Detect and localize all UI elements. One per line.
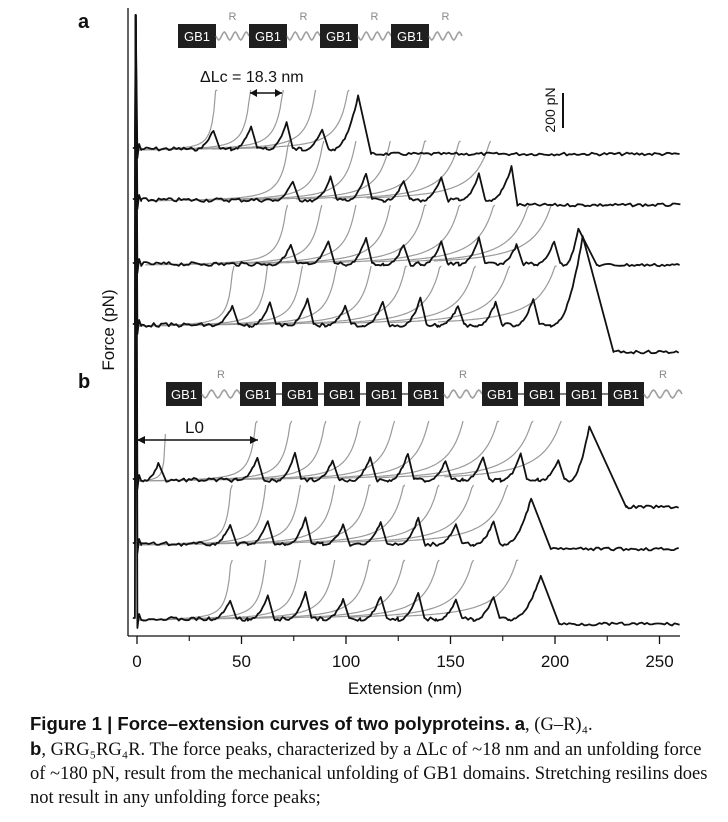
a-r-label-8: R: [441, 11, 450, 23]
force-trace-b1: [133, 15, 679, 508]
a-r-label-6: R: [370, 11, 379, 23]
wlc-fit-b1-11: [444, 421, 561, 477]
b-r-label-8: R: [459, 369, 467, 381]
wlc-fit-b3-5: [235, 560, 371, 619]
b-gb1-label-6: GB1: [370, 387, 398, 402]
a-resilin-2: [216, 32, 249, 40]
wlc-fit-a4-10: [438, 266, 557, 322]
a-gb1-label-7: GB1: [396, 29, 424, 44]
a-resilin-8: [429, 32, 462, 40]
x-tick-label-150: 150: [436, 652, 465, 671]
axes: [99, 8, 680, 698]
wlc-fit-b3-1: [137, 560, 232, 620]
wlc-fit-b3-9: [396, 560, 518, 617]
x-tick-label-0: 0: [132, 652, 142, 671]
wlc-fit-b2-9: [386, 485, 508, 542]
caption-b-text: , GRG₅RG₄R. The force peaks, characterized by a ΔLc of ~18 nm and an unfolding force of ~180 pN, result from the mechanical unfolding of GB1 domains. Stretching resilins does not result in any unfolding force peaks;: [30, 740, 708, 808]
scale-bar-label: 200 pN: [542, 87, 558, 133]
wlc-fit-a3-2: [183, 205, 322, 264]
wlc-fit-b3-2: [137, 560, 266, 620]
wlc-fit-a1-5: [212, 90, 349, 149]
construct-diagram-b: [166, 369, 682, 406]
wlc-fit-b1-4: [187, 421, 326, 480]
wlc-fit-b2-2: [137, 485, 266, 545]
b-r-label-13: R: [659, 369, 667, 381]
force-trace-a3: [133, 15, 680, 273]
wlc-fit-a4-4: [200, 266, 337, 325]
wlc-fit-b1-5: [225, 421, 360, 480]
b-gb1-label-9: GB1: [486, 387, 514, 402]
x-tick-label-250: 250: [645, 652, 674, 671]
annotations: [78, 11, 563, 444]
x-tick-label-200: 200: [540, 652, 570, 671]
caption-a-text: , (G–R)₄.: [525, 715, 593, 735]
a-gb1-label-3: GB1: [254, 29, 282, 44]
wlc-fit-a3-1: [145, 205, 287, 265]
x-axis-label: Extension (nm): [347, 679, 463, 698]
a-r-label-4: R: [299, 11, 308, 23]
b-gb1-label-10: GB1: [528, 387, 556, 402]
wlc-fit-a1-2: [137, 90, 251, 150]
wlc-fit-a4-1: [137, 266, 234, 326]
wlc-fit-a4-5: [237, 266, 371, 325]
wlc-fit-a3-3: [221, 205, 356, 264]
wlc-fit-b2-5: [235, 485, 371, 544]
x-tick-label-100: 100: [331, 652, 361, 671]
a-resilin-6: [358, 32, 391, 40]
a-resilin-4: [287, 32, 320, 40]
x-tick-label-50: 50: [232, 652, 251, 671]
construct-diagram-a: [178, 11, 462, 48]
b-gb1-label-11: GB1: [570, 387, 598, 402]
panel-label-a: a: [78, 11, 90, 33]
wlc-fit-a3-6: [334, 205, 461, 262]
caption-lead: Figure 1 | Force–extension curves of two polyproteins.: [30, 713, 511, 734]
b-gb1-label-7: GB1: [412, 387, 440, 402]
figure-caption: [30, 712, 710, 810]
wlc-fit-a4-2: [137, 266, 267, 326]
delta-lc-label: ΔLc = 18.3 nm: [200, 69, 304, 86]
a-r-label-2: R: [228, 11, 237, 23]
wlc-fit-a4-9: [388, 266, 510, 323]
b-gb1-label-12: GB1: [612, 387, 640, 402]
b-gb1-label-5: GB1: [328, 387, 356, 402]
caption-b-label: b: [30, 738, 42, 759]
panel-label-b: b: [78, 371, 91, 393]
l0-label: L0: [185, 418, 204, 437]
b-gb1-label-3: GB1: [244, 387, 272, 402]
force-trace-a4: [133, 15, 679, 353]
y-axis-label: Force (pN): [99, 289, 118, 371]
wlc-fit-b2-1: [137, 485, 232, 545]
b-resilin-2: [202, 390, 240, 398]
b-resilin-13: [644, 390, 682, 398]
wlc-fit-b1-3: [150, 421, 292, 481]
caption-a-label: a: [514, 713, 526, 734]
b-r-label-2: R: [217, 369, 225, 381]
wlc-fit-a2-6: [334, 141, 461, 198]
a-gb1-label-5: GB1: [325, 29, 353, 44]
b-gb1-label-4: GB1: [286, 387, 314, 402]
b-gb1-label-1: GB1: [170, 387, 198, 402]
b-resilin-8: [444, 390, 482, 398]
a-gb1-label-1: GB1: [183, 29, 211, 44]
wlc-fit-a1-1: [137, 90, 217, 150]
